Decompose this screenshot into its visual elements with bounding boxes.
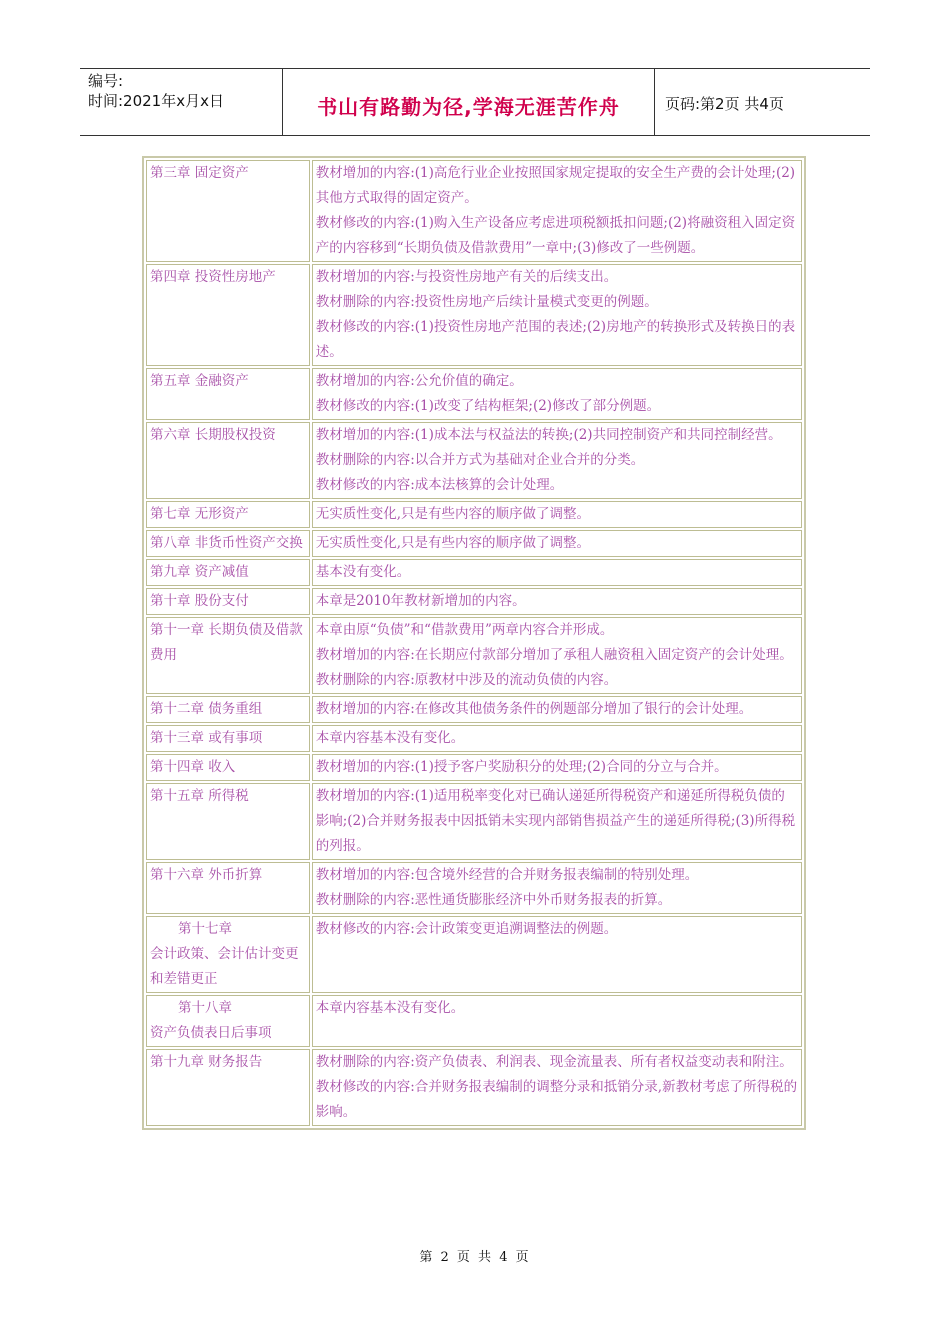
- chapter-changes-table: [142, 156, 806, 1130]
- change-description-cell: [312, 617, 802, 694]
- change-line: 教材删除的内容:恶性通货膨胀经济中外币财务报表的折算。: [315, 892, 672, 908]
- change-description-cell: [312, 995, 802, 1047]
- table-row: [146, 264, 802, 366]
- chapter-cell: [146, 783, 310, 860]
- change-line: 本章内容基本没有变化。: [315, 730, 465, 746]
- header-divider: [654, 69, 655, 135]
- change-line: 教材增加的内容:(1)适用税率变化对已确认递延所得税资产和递延所得税负债的影响;(2)合并财务报表中因抵销未实现内部销售损益产生的递延所得税;(3)所得税的列报。: [315, 788, 796, 854]
- change-description-cell: [312, 725, 802, 752]
- change-line: 教材增加的内容:公允价值的确定。: [315, 373, 523, 389]
- table-row: [146, 617, 802, 694]
- change-line: 教材修改的内容:会计政策变更追溯调整法的例题。: [315, 921, 618, 937]
- change-line: 教材修改的内容:(1)购入生产设备应考虑进项税额抵扣问题;(2)将融资租入固定资产的内容移到“长期负债及借款费用”一章中;(3)修改了一些例题。: [315, 215, 796, 256]
- change-line: 基本没有变化。: [315, 564, 411, 580]
- chapter-cell: [146, 916, 310, 993]
- page-header: [80, 68, 870, 136]
- chapter-title: 第四章 投资性房地产: [150, 269, 276, 285]
- date-label: 时间:2021年x月x日: [88, 92, 224, 110]
- change-description-cell: [312, 530, 802, 557]
- table-row: [146, 696, 802, 723]
- change-line: 教材增加的内容:(1)授予客户奖励积分的处理;(2)合同的分立与合并。: [315, 759, 728, 775]
- change-line: 教材增加的内容:与投资性房地产有关的后续支出。: [315, 269, 618, 285]
- change-line: 无实质性变化,只是有些内容的顺序做了调整。: [315, 506, 591, 522]
- change-line: 本章由原“负债”和“借款费用”两章内容合并形成。: [315, 622, 614, 638]
- table-row: [146, 916, 802, 993]
- change-line: 本章内容基本没有变化。: [315, 1000, 465, 1016]
- change-description-cell: [312, 559, 802, 586]
- chapter-cell: [146, 422, 310, 499]
- serial-label: 编号:: [88, 72, 124, 90]
- change-line: 教材增加的内容:(1)高危行业企业按照国家规定提取的安全生产费的会计处理;(2)其他方式取得的固定资产。: [315, 165, 796, 206]
- change-description-cell: [312, 264, 802, 366]
- chapter-number: 第十八章: [178, 1000, 232, 1016]
- table-row: [146, 530, 802, 557]
- table-row: [146, 995, 802, 1047]
- chapter-title: 第五章 金融资产: [150, 373, 249, 389]
- change-line: 教材增加的内容:在修改其他债务条件的例题部分增加了银行的会计处理。: [315, 701, 753, 717]
- table-row: [146, 1049, 802, 1126]
- table-row: [146, 368, 802, 420]
- table-row: [146, 725, 802, 752]
- change-line: 无实质性变化,只是有些内容的顺序做了调整。: [315, 535, 591, 551]
- header-page-info: 页码:第2页 共4页: [665, 95, 784, 113]
- change-line: 教材删除的内容:资产负债表、利润表、现金流量表、所有者权益变动表和附注。: [315, 1054, 793, 1070]
- change-description-cell: [312, 160, 802, 262]
- table-row: [146, 754, 802, 781]
- chapter-title: 第十二章 债务重组: [150, 701, 263, 717]
- change-description-cell: [312, 1049, 802, 1126]
- change-line: 教材修改的内容:(1)投资性房地产范围的表述;(2)房地产的转换形式及转换日的表述。: [315, 319, 796, 360]
- change-description-cell: [312, 501, 802, 528]
- chapter-cell: [146, 696, 310, 723]
- chapter-cell: [146, 617, 310, 694]
- table-row: [146, 422, 802, 499]
- change-description-cell: [312, 368, 802, 420]
- chapter-cell: [146, 501, 310, 528]
- change-line: 教材删除的内容:以合并方式为基础对企业合并的分类。: [315, 452, 645, 468]
- change-line: 教材修改的内容:(1)改变了结构框架;(2)修改了部分例题。: [315, 398, 661, 414]
- change-line: 教材修改的内容:成本法核算的会计处理。: [315, 477, 564, 493]
- table-row: [146, 559, 802, 586]
- chapter-title: 第十一章 长期负债及借款费用: [150, 622, 303, 663]
- header-meta: [88, 71, 224, 111]
- chapter-cell: [146, 530, 310, 557]
- header-motto: 书山有路勤为径,学海无涯苦作舟: [317, 95, 620, 119]
- change-description-cell: [312, 422, 802, 499]
- change-description-cell: [312, 916, 802, 993]
- change-line: 教材增加的内容:(1)成本法与权益法的转换;(2)共同控制资产和共同控制经营。: [315, 427, 782, 443]
- chapter-title: 第十五章 所得税: [150, 788, 249, 804]
- table-row: [146, 501, 802, 528]
- chapter-title: 第七章 无形资产: [150, 506, 249, 522]
- change-line: 本章是2010年教材新增加的内容。: [315, 593, 526, 609]
- change-description-cell: [312, 696, 802, 723]
- change-description-cell: [312, 754, 802, 781]
- chapter-title: 第十九章 财务报告: [150, 1054, 263, 1070]
- chapter-title: 会计政策、会计估计变更和差错更正: [150, 946, 299, 987]
- change-description-cell: [312, 862, 802, 914]
- chapter-cell: [146, 264, 310, 366]
- chapter-title: 第十三章 或有事项: [150, 730, 263, 746]
- table-row: [146, 862, 802, 914]
- table-row: [146, 160, 802, 262]
- chapter-title: 第九章 资产减值: [150, 564, 249, 580]
- change-line: 教材增加的内容:在长期应付款部分增加了承租人融资租入固定资产的会计处理。: [315, 647, 793, 663]
- change-line: 教材增加的内容:包含境外经营的合并财务报表编制的特别处理。: [315, 867, 699, 883]
- chapter-title: 第六章 长期股权投资: [150, 427, 276, 443]
- chapter-cell: [146, 725, 310, 752]
- chapter-title: 资产负债表日后事项: [150, 1025, 272, 1041]
- chapter-title: 第三章 固定资产: [150, 165, 249, 181]
- chapter-title: 第十六章 外币折算: [150, 867, 263, 883]
- chapter-cell: [146, 1049, 310, 1126]
- change-description-cell: [312, 783, 802, 860]
- chapter-cell: [146, 754, 310, 781]
- chapter-cell: [146, 862, 310, 914]
- change-line: 教材删除的内容:投资性房地产后续计量模式变更的例题。: [315, 294, 658, 310]
- change-line: 教材修改的内容:合并财务报表编制的调整分录和抵销分录,新教材考虑了所得税的影响。: [315, 1079, 798, 1120]
- change-line: 教材删除的内容:原教材中涉及的流动负债的内容。: [315, 672, 618, 688]
- chapter-cell: [146, 559, 310, 586]
- chapter-title: 第十章 股份支付: [150, 593, 249, 609]
- page-footer: 第 2 页 共 4 页: [419, 1250, 531, 1265]
- chapter-cell: [146, 160, 310, 262]
- chapter-title: 第八章 非货币性资产交换: [150, 535, 303, 551]
- table-row: [146, 783, 802, 860]
- chapter-cell: [146, 995, 310, 1047]
- chapter-number: 第十七章: [178, 921, 232, 937]
- chapter-title: 第十四章 收入: [150, 759, 236, 775]
- chapter-cell: [146, 368, 310, 420]
- table-row: [146, 588, 802, 615]
- change-description-cell: [312, 588, 802, 615]
- chapter-cell: [146, 588, 310, 615]
